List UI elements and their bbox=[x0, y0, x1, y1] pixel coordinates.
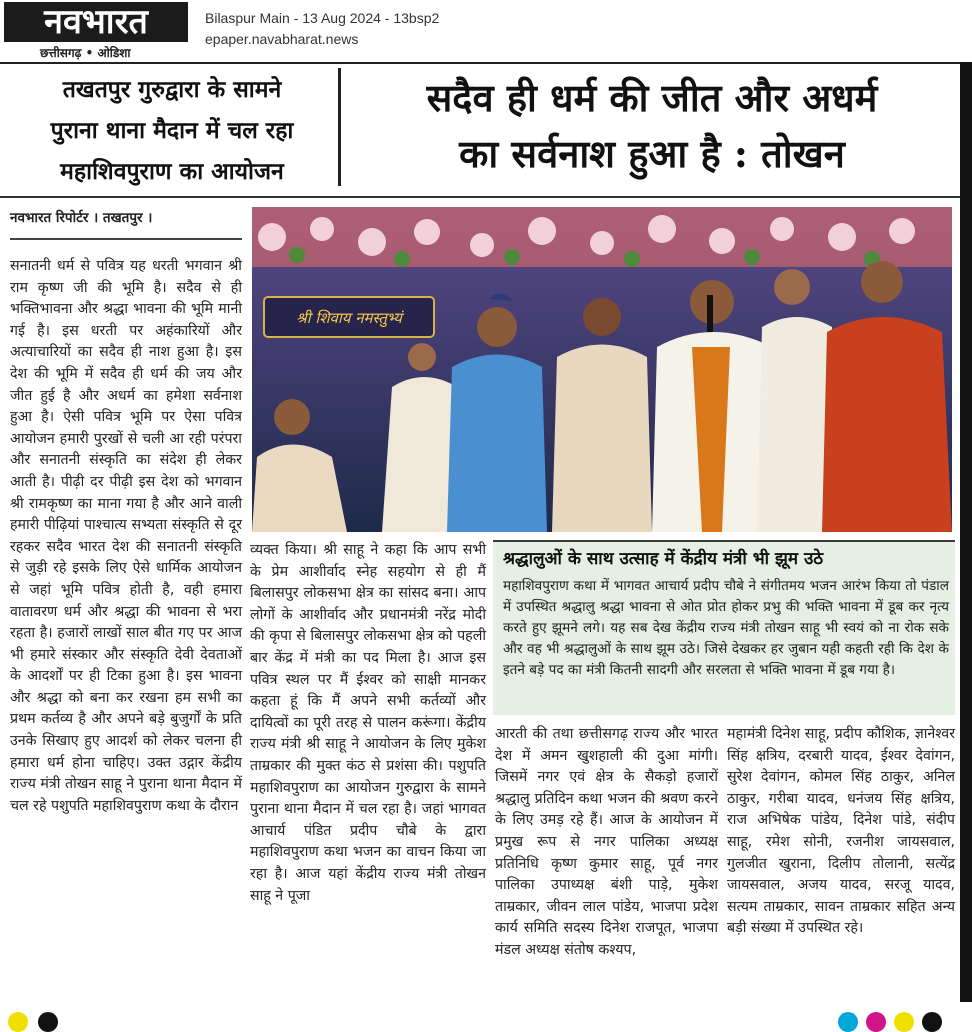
side-headline-line: महाशिवपुराण का आयोजन bbox=[60, 159, 284, 185]
site-url[interactable]: epaper.navabharat.news bbox=[205, 31, 359, 47]
newspaper-logo bbox=[0, 0, 192, 62]
photo-banner-text: श्री शिवाय नमस्तुभ्यं bbox=[296, 309, 402, 327]
main-headline-line: सदैव ही धर्म की जीत और अधर्म bbox=[426, 75, 878, 120]
article-column-4: महामंत्री दिनेश साहू, प्रदीप कौशिक, ज्ञानेश्वर सिंह क्षत्रिय, दरबारी यादव, ईश्वर देवांगन, सुरेश देवांगन, कोमल सिंह ठाकुर, अनिल ठाकुर, गरीबा यादव, धनंजय सिंह क्षत्रिय, राज अभिषेक पांडेय, दिनेश पांडे, संदीप साहू, रमेश सोनी, रजनीश जायसवाल, गुलजीत खुराना, दिलीप तोलानी, सत्येंद्र जायसवाल, अजय यादव, सरजू यादव, सत्यम ताम्रकार, सावन ताम्रकार सहित अन्य बड़ी संख्या में उपस्थित रहे। bbox=[727, 726, 955, 937]
logo-name: नवभारत bbox=[4, 2, 188, 42]
registration-mark-magenta bbox=[866, 1012, 886, 1032]
registration-mark-cyan bbox=[838, 1012, 858, 1032]
article-column-1: सनातनी धर्म से पवित्र यह धरती भगवान श्री राम कृष्ण जी की भूमि है। सदैव से ही भक्तिभावना और श्रद्धा भावना की भूमि मानी गई है। इस धरती पर अहंकारियों और अत्याचारियों का सदैव ही नाश हुआ है। इस देश की भूमि में सदैव ही धर्म की जय और जीत हुई है और अधर्म का हमेशा सर्वनाश हुआ है। ऐसी पवित्र भूमि पर ऐसा पवित्र आयोजन हमारी पुरखों से चली आ रही परंपरा और सनातनी संस्कृति का संदेश ही लेकर आती है। पीढ़ी दर पीढ़ी इस देश को भगवान श्री रामकृष्ण का माना गया है और आने वाली हमारी पीढ़ियां पाश्चात्य सभ्यता संस्कृति से दूर रहकर सदैव भारत देश की सनातनी संस्कृति से जुड़ी रहे इसके लिए ऐसे धार्मिक आयोजन से जहां भूमि पवित्र होती है, वही हमारा वातावरण धर्म और श्रद्धा की भावना से भरा रहता है। हजारों लाखों साल बीत गए पर आज भी हमारे संस्कार और संस्कृति देवी देवताओं के आदर्शों पर ही टिका हुआ है। इस भावना और श्रद्धा को बना कर रखना हम सभी का प्रथम कर्तव्य है और अपने बड़े बुजुर्गों के प्रति उनके सिखाए हुए आदर्श को लेकर चलना ही हमारा धर्म होना चाहिए। उक्त उद्गार केंद्रीय राज्य मंत्री तोखन साहू ने पुराना थाना मैदान में चल रहे पशुपति महाशिवपुराण कथा के दौरान bbox=[10, 258, 242, 814]
event-photo-illustration bbox=[252, 207, 952, 532]
edition-info: Bilaspur Main - 13 Aug 2024 - 13bsp2 bbox=[205, 10, 440, 26]
main-headline-line: का सर्वनाश हुआ है : तोखन bbox=[459, 131, 845, 176]
logo-subtitle: छत्तीसगढ़ • ओडिशा bbox=[40, 46, 131, 60]
side-headline-line: तखतपुर गुरुद्वारा के सामने bbox=[62, 77, 282, 103]
page-edge-bar bbox=[960, 62, 972, 1002]
side-headline-line: पुराना थाना मैदान में चल रहा bbox=[50, 118, 294, 144]
article-column-3: आरती की तथा छत्तीसगढ़ राज्य और भारत देश में अमन खुशहाली की दुआ मांगी। जिसमें नगर एवं क्षेत्र के सैकड़ो हजारों श्रद्धालु प्रतिदिन कथा भजन की श्रवण करने के लिए उमड़ रहे हैं। आज के आयोजन में प्रमुख रूप से नगर पालिका अध्यक्ष प्रतिनिधि कृष्ण कुमार साहू, पूर्व नगर पालिका उपाध्यक्ष बंशी पाड़े, मुकेश ताम्रकार, जीवन लाल पांडेय, भाजपा प्रदेश कार्य समिति सदस्य दिनेश राजपूत, भाजपा मंडल अध्यक्ष संतोष कश्यप, bbox=[495, 726, 718, 958]
event-photo bbox=[252, 207, 952, 532]
highlight-box-text: महाशिवपुराण कथा में भागवत आचार्य प्रदीप चौबे ने संगीतमय भजन आरंभ किया तो पंडाल में उपस्थित श्रद्धालु श्रद्धा भावना से ओत प्रोत होकर प्रभु की भक्ति भावना में डूब कर नृत्य करते हुए झूमने लगे। यह सब देख केंद्रीय राज्य मंत्री तोखन साहू भी स्वयं को ना रोक सके और वह भी श्रद्धालुओं के साथ झूम उठे। जिसे देखकर हर जुबान यही कहती रही कि देश के इतने बड़े पद का मंत्री कितनी सादगी और सरलता से भक्ति भावना में डूब गया है। bbox=[503, 578, 949, 678]
highlight-box-rule bbox=[493, 540, 955, 542]
article-column-2: व्यक्त किया। श्री साहू ने कहा कि आप सभी के प्रेम आशीर्वाद स्नेह सहयोग से ही मैं बिलासपुर लोकसभा क्षेत्र का सांसद बना। आप लोगों के आशीर्वाद और प्रधानमंत्री नरेंद्र मोदी की कृपा से बिलासपुर लोकसभा क्षेत्र को पहली बार केंद्र में मंत्री का पद मिला है। आज इस पवित्र स्थल पर मैं ईश्वर को साक्षी मानकर कहता हूं कि मैं अपने सभी कर्तव्यों और दायित्वों का पूरी तरह से पालन करूंगा। केंद्रीय राज्य मंत्री श्री साहू ने आयोजन के लिए मुकेश ताम्रकार की मुक्त कंठ से प्रशंसा की। पशुपति महाशिवपुराण का आयोजन गुरुद्वारा के सामने पुराना थाना मैदान में चल रहा है। जहां भागवत आचार्य पंडित प्रदीप चौबे के द्वारा महाशिवपुराण कथा भजन का वाचन किया जा रहा है। आज यहां केंद्रीय राज्य मंत्री तोखन साहू ने पूजा bbox=[250, 542, 486, 904]
byline-rule bbox=[10, 238, 242, 240]
highlight-box-title: श्रद्धालुओं के साथ उत्साह में केंद्रीय मंत्री भी झूम उठे bbox=[503, 549, 824, 569]
headline-rule bbox=[0, 196, 960, 198]
main-headline bbox=[346, 70, 958, 182]
registration-mark-yellow bbox=[894, 1012, 914, 1032]
side-headline bbox=[16, 70, 328, 193]
masthead-rule bbox=[0, 62, 960, 64]
registration-mark-yellow bbox=[8, 1012, 28, 1032]
registration-mark-black bbox=[38, 1012, 58, 1032]
registration-mark-black bbox=[922, 1012, 942, 1032]
byline: नवभारत रिपोर्टर । तखतपुर । bbox=[10, 210, 153, 226]
headline-separator bbox=[338, 68, 341, 186]
